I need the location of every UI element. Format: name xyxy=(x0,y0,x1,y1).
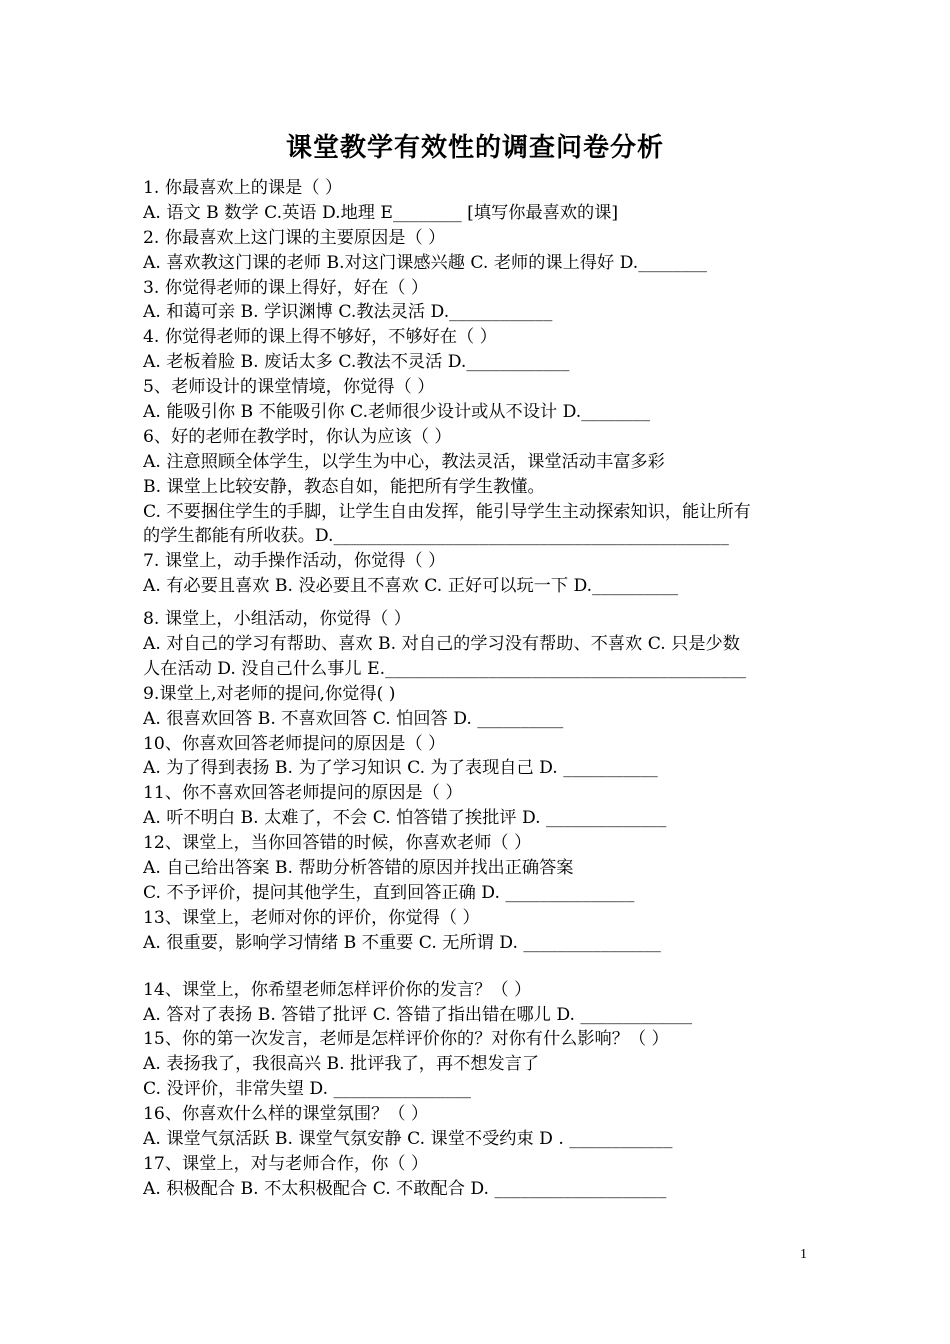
answer-line: B. 课堂上比较安静，教态自如，能把所有学生教懂。 xyxy=(143,476,545,497)
answer-line: A. 听不明白 B. 太难了，不会 C. 怕答错了挨批评 D. ______________ xyxy=(143,808,667,829)
question-line: 3. 你觉得老师的课上得好，好在（ ） xyxy=(143,277,429,298)
question-line: 1. 你最喜欢上的课是（ ） xyxy=(143,178,343,198)
questionnaire-body xyxy=(143,176,811,1202)
answer-line: A. 有必要且喜欢 B. 没必要且不喜欢 C. 正好可以玩一下 D.__________ xyxy=(143,576,679,597)
answer-line: A. 为了得到表扬 B. 为了学习知识 C. 为了表现自己 D. ___________ xyxy=(143,758,658,779)
question-line: 5、老师设计的课堂情境，你觉得（ ） xyxy=(143,377,435,398)
question-line: 13、课堂上，老师对你的评价，你觉得（ ） xyxy=(143,907,480,928)
question-line: 4. 你觉得老师的课上得不够好，不够好在（ ） xyxy=(143,327,497,348)
question-line: 17、课堂上，对与老师合作，你（ ） xyxy=(143,1153,429,1174)
question-line: 8. 课堂上，小组活动，你觉得（ ） xyxy=(143,609,411,630)
page-number: 1 xyxy=(800,1247,807,1262)
answer-line: A. 语文 B 数学 C.英语 D.地理 E________ [填写你最喜欢的课] xyxy=(143,202,619,223)
question-line: 11、你不喜欢回答老师提问的原因是（ ） xyxy=(143,783,463,804)
answer-line: A. 注意照顾全体学生，以学生为中心，教法灵活，课堂活动丰富多彩 xyxy=(143,451,665,472)
spacer xyxy=(143,956,811,978)
answer-line: C. 不予评价，提问其他学生，直到回答正确 D. _______________ xyxy=(143,882,635,903)
question-line: 6、好的老师在教学时，你认为应该（ ） xyxy=(143,426,452,447)
answer-line: C. 不要捆住学生的手脚，让学生自由发挥，能引导学生主动探索知识，能让所有 xyxy=(143,501,751,522)
answer-line: A. 老板着脸 B. 废话太多 C.教法不灵活 D.____________ xyxy=(143,352,570,373)
answer-line: 人在活动 D. 没自己什么事儿 E.__________________________________________ xyxy=(143,658,747,679)
question-line: 9.课堂上,对老师的提问,你觉得( ) xyxy=(143,683,396,704)
answer-line: A. 很喜欢回答 B. 不喜欢回答 C. 怕回答 D. __________ xyxy=(143,708,564,729)
answer-line: A. 课堂气氛活跃 B. 课堂气氛安静 C. 课堂不受约束 D . ____________ xyxy=(143,1128,673,1149)
answer-line: A. 喜欢教这门课的老师 B.对这门课感兴趣 C. 老师的课上得好 D.________ xyxy=(143,252,707,273)
question-line: 15、你的第一次发言，老师是怎样评价你的？对你有什么影响？（ ） xyxy=(143,1029,669,1050)
answer-line: C. 没评价，非常失望 D. ________________ xyxy=(143,1079,472,1100)
question-line: 2. 你最喜欢上这门课的主要原因是（ ） xyxy=(143,227,446,248)
document-title: 课堂教学有效性的调查问卷分析 xyxy=(285,133,664,163)
answer-line: 的学生都能有所收获。D.______________________________________________ xyxy=(143,526,729,547)
question-line: 7. 课堂上，动手操作活动，你觉得（ ） xyxy=(143,551,446,572)
question-line: 10、你喜欢回答老师提问的原因是（ ） xyxy=(143,733,446,754)
answer-line: A. 对自己的学习有帮助、喜欢 B. 对自己的学习没有帮助、不喜欢 C. 只是少数 xyxy=(143,634,740,655)
answer-line: A. 自己给出答案 B. 帮助分析答错的原因并找出正确答案 xyxy=(143,858,574,879)
answer-line: A. 和蔼可亲 B. 学识渊博 C.教法灵活 D.____________ xyxy=(143,302,553,323)
answer-line: A. 很重要，影响学习情绪 B 不重要 C. 无所谓 D. ________________ xyxy=(143,932,661,953)
question-line: 14、课堂上，你希望老师怎样评价你的发言？（ ） xyxy=(143,979,532,1000)
answer-line: A. 能吸引你 B 不能吸引你 C.老师很少设计或从不设计 D.________ xyxy=(143,402,650,423)
question-line: 16、你喜欢什么样的课堂氛围？（ ） xyxy=(143,1104,429,1125)
answer-line: A. 表扬我了，我很高兴 B. 批评我了，再不想发言了 xyxy=(143,1054,540,1075)
question-line: 12、课堂上，当你回答错的时候，你喜欢老师（ ） xyxy=(143,833,532,854)
spacer xyxy=(143,599,811,607)
answer-line: A. 答对了表扬 B. 答错了批评 C. 答错了指出错在哪儿 D. _____________ xyxy=(143,1004,693,1025)
answer-line: A. 积极配合 B. 不太积极配合 C. 不敢配合 D. ____________________ xyxy=(143,1178,667,1199)
